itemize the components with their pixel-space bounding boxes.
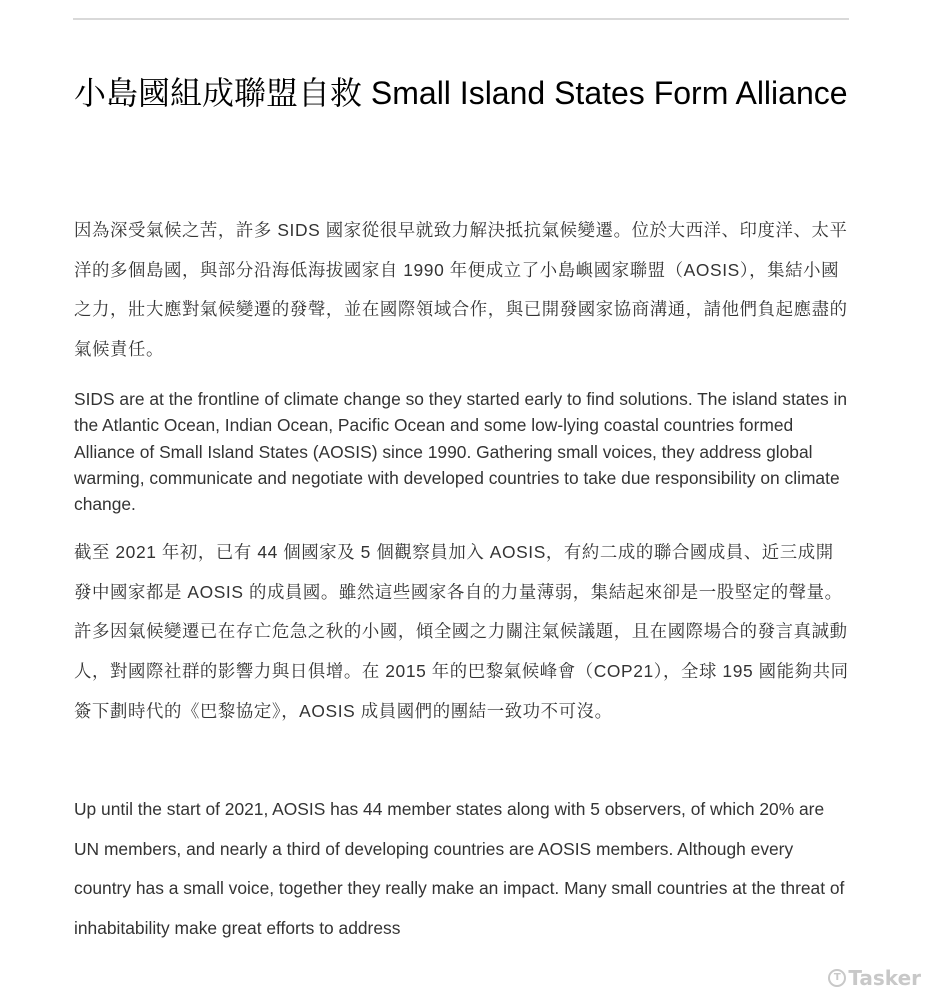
page-title: 小島國組成聯盟自救 Small Island States Form Alliance — [74, 75, 848, 111]
watermark-label: Tasker — [848, 966, 921, 990]
paragraph-en-membership: Up until the start of 2021, AOSIS has 44 member states along with 5 observers, of which 20% are UN members, and nearly a third of developing countries are AOSIS members. Although every country has a small voice, together they really make an impact. Many small countries at the threat of inhabitability make great efforts to address — [74, 799, 845, 939]
paragraph-en-intro: SIDS are at the frontline of climate change so they started early to find solutions. The island states in the Atlantic Ocean, Indian Ocean, Pacific Ocean and some low-lying coastal countries formed Alliance of Small Island States (AOSIS) since 1990. Gathering small voices, they address global warming, communicate and negotiate with developed countries to take due responsibility on climate change. — [74, 389, 848, 515]
horizontal-divider — [73, 18, 849, 20]
tasker-watermark — [828, 966, 921, 990]
tasker-logo-icon: T — [828, 969, 846, 987]
paragraph-zh-intro: 因為深受氣候之苦，許多 SIDS 國家從很早就致力解決抵抗氣候變遷。位於大西洋、印度洋、太平洋的多個島國，與部分沿海低海拔國家自 1990 年便成立了小島嶼國家聯盟（AOSIS），集結小國之力，壯大應對氣候變遷的發聲，並在國際領域合作，與已開發國家協商溝通，請他們負起應盡的氣候責任。 — [74, 220, 848, 360]
paragraph-zh-membership: 截至 2021 年初，已有 44 個國家及 5 個觀察員加入 AOSIS，有約二成的聯合國成員、近三成開發中國家都是 AOSIS 的成員國。雖然這些國家各自的力量薄弱，集結起來卻是一股堅定的聲量。許多因氣候變遷已在存亡危急之秋的小國，傾全國之力關注氣候議題，且在國際場合的發言真誠動人，對國際社群的影響力與日俱增。在 2015 年的巴黎氣候峰會（COP21），全球 195 國能夠共同簽下劃時代的《巴黎協定》，AOSIS 成員國們的團結一致功不可沒。 — [74, 542, 849, 721]
